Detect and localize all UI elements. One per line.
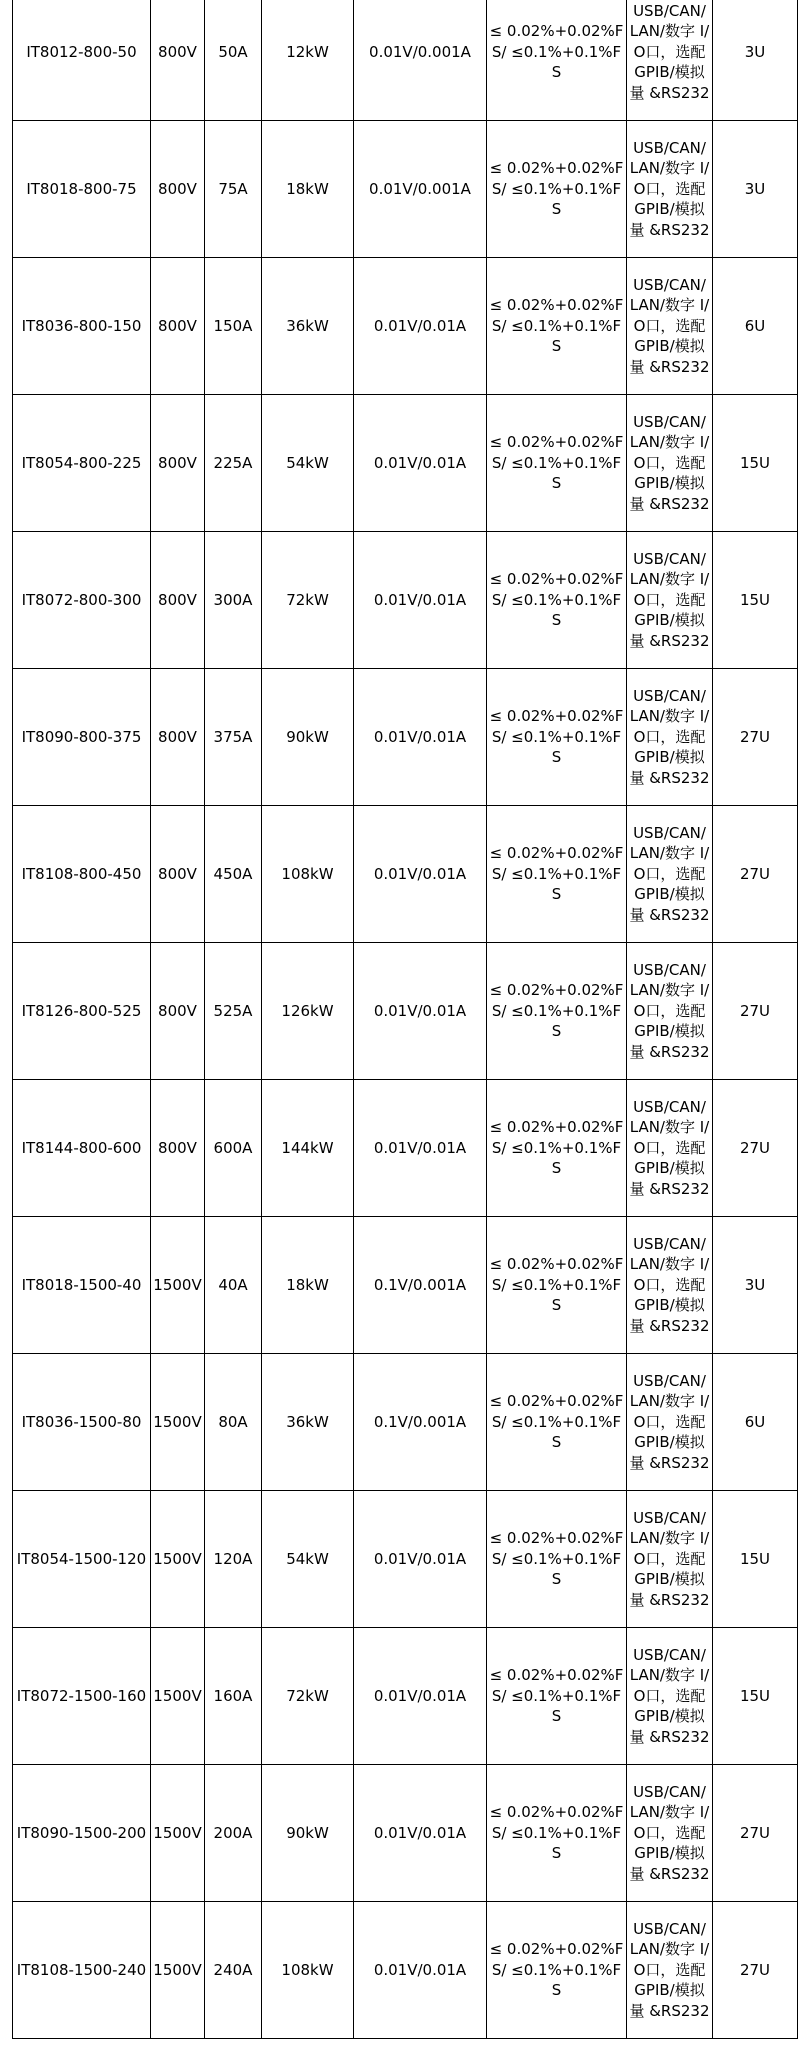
power-cell: 72kW xyxy=(262,1628,354,1765)
current-cell: 120A xyxy=(205,1491,262,1628)
resolution-cell: 0.01V/0.001A xyxy=(354,0,487,121)
interface-cell: USB/CAN/ LAN/数字 I/O口，选配GPIB/模拟量 &RS232 xyxy=(627,806,713,943)
resolution-cell: 0.01V/0.01A xyxy=(354,1628,487,1765)
voltage-cell: 1500V xyxy=(151,1217,205,1354)
model-cell: IT8012-800-50 xyxy=(13,0,151,121)
model-cell: IT8090-800-375 xyxy=(13,669,151,806)
resolution-cell: 0.1V/0.001A xyxy=(354,1217,487,1354)
resolution-cell: 0.01V/0.01A xyxy=(354,532,487,669)
resolution-cell: 0.01V/0.01A xyxy=(354,1080,487,1217)
interface-cell: USB/CAN/ LAN/数字 I/O口，选配GPIB/模拟量 &RS232 xyxy=(627,1080,713,1217)
voltage-cell: 800V xyxy=(151,0,205,121)
accuracy-cell: ≤ 0.02%+0.02%FS/ ≤0.1%+0.1%FS xyxy=(487,1765,627,1902)
size-cell: 3U xyxy=(713,0,798,121)
table-row xyxy=(13,1628,798,1765)
model-cell: IT8090-1500-200 xyxy=(13,1765,151,1902)
voltage-cell: 800V xyxy=(151,669,205,806)
power-cell: 54kW xyxy=(262,395,354,532)
current-cell: 150A xyxy=(205,258,262,395)
power-cell: 108kW xyxy=(262,806,354,943)
model-cell: IT8108-1500-240 xyxy=(13,1902,151,2039)
resolution-cell: 0.01V/0.01A xyxy=(354,669,487,806)
power-cell: 12kW xyxy=(262,0,354,121)
power-cell: 90kW xyxy=(262,1765,354,1902)
interface-cell: USB/CAN/ LAN/数字 I/O口，选配GPIB/模拟量 &RS232 xyxy=(627,258,713,395)
voltage-cell: 1500V xyxy=(151,1765,205,1902)
voltage-cell: 800V xyxy=(151,121,205,258)
size-cell: 15U xyxy=(713,1628,798,1765)
interface-cell: USB/CAN/ LAN/数字 I/O口，选配GPIB/模拟量 &RS232 xyxy=(627,1491,713,1628)
accuracy-cell: ≤ 0.02%+0.02%FS/ ≤0.1%+0.1%FS xyxy=(487,1080,627,1217)
current-cell: 75A xyxy=(205,121,262,258)
model-cell: IT8018-800-75 xyxy=(13,121,151,258)
power-cell: 72kW xyxy=(262,532,354,669)
accuracy-cell: ≤ 0.02%+0.02%FS/ ≤0.1%+0.1%FS xyxy=(487,806,627,943)
model-cell: IT8144-800-600 xyxy=(13,1080,151,1217)
voltage-cell: 1500V xyxy=(151,1902,205,2039)
voltage-cell: 800V xyxy=(151,532,205,669)
resolution-cell: 0.01V/0.001A xyxy=(354,121,487,258)
power-cell: 18kW xyxy=(262,121,354,258)
interface-cell: USB/CAN/ LAN/数字 I/O口，选配GPIB/模拟量 &RS232 xyxy=(627,669,713,806)
interface-cell: USB/CAN/ LAN/数字 I/O口，选配GPIB/模拟量 &RS232 xyxy=(627,1354,713,1491)
voltage-cell: 1500V xyxy=(151,1491,205,1628)
model-cell: IT8054-1500-120 xyxy=(13,1491,151,1628)
voltage-cell: 800V xyxy=(151,1080,205,1217)
table-row xyxy=(13,669,798,806)
current-cell: 40A xyxy=(205,1217,262,1354)
model-cell: IT8036-1500-80 xyxy=(13,1354,151,1491)
accuracy-cell: ≤ 0.02%+0.02%FS/ ≤0.1%+0.1%FS xyxy=(487,1902,627,2039)
accuracy-cell: ≤ 0.02%+0.02%FS/ ≤0.1%+0.1%FS xyxy=(487,532,627,669)
table-row xyxy=(13,395,798,532)
power-cell: 54kW xyxy=(262,1491,354,1628)
accuracy-cell: ≤ 0.02%+0.02%FS/ ≤0.1%+0.1%FS xyxy=(487,258,627,395)
power-cell: 144kW xyxy=(262,1080,354,1217)
table-row xyxy=(13,532,798,669)
resolution-cell: 0.01V/0.01A xyxy=(354,943,487,1080)
voltage-cell: 1500V xyxy=(151,1354,205,1491)
size-cell: 27U xyxy=(713,943,798,1080)
resolution-cell: 0.01V/0.01A xyxy=(354,1765,487,1902)
spec-table-body xyxy=(13,0,798,2039)
size-cell: 27U xyxy=(713,1902,798,2039)
size-cell: 3U xyxy=(713,121,798,258)
size-cell: 27U xyxy=(713,1765,798,1902)
voltage-cell: 800V xyxy=(151,806,205,943)
voltage-cell: 800V xyxy=(151,258,205,395)
accuracy-cell: ≤ 0.02%+0.02%FS/ ≤0.1%+0.1%FS xyxy=(487,121,627,258)
size-cell: 15U xyxy=(713,395,798,532)
model-cell: IT8054-800-225 xyxy=(13,395,151,532)
resolution-cell: 0.01V/0.01A xyxy=(354,258,487,395)
interface-cell: USB/CAN/ LAN/数字 I/O口，选配GPIB/模拟量 &RS232 xyxy=(627,121,713,258)
table-row xyxy=(13,121,798,258)
resolution-cell: 0.01V/0.01A xyxy=(354,806,487,943)
model-cell: IT8036-800-150 xyxy=(13,258,151,395)
accuracy-cell: ≤ 0.02%+0.02%FS/ ≤0.1%+0.1%FS xyxy=(487,1628,627,1765)
interface-cell: USB/CAN/ LAN/数字 I/O口，选配GPIB/模拟量 &RS232 xyxy=(627,943,713,1080)
size-cell: 15U xyxy=(713,1491,798,1628)
resolution-cell: 0.01V/0.01A xyxy=(354,395,487,532)
accuracy-cell: ≤ 0.02%+0.02%FS/ ≤0.1%+0.1%FS xyxy=(487,669,627,806)
interface-cell: USB/CAN/ LAN/数字 I/O口，选配GPIB/模拟量 &RS232 xyxy=(627,1628,713,1765)
current-cell: 240A xyxy=(205,1902,262,2039)
accuracy-cell: ≤ 0.02%+0.02%FS/ ≤0.1%+0.1%FS xyxy=(487,1354,627,1491)
table-row xyxy=(13,806,798,943)
table-row xyxy=(13,1902,798,2039)
model-cell: IT8126-800-525 xyxy=(13,943,151,1080)
spec-table-container xyxy=(12,0,797,2039)
accuracy-cell: ≤ 0.02%+0.02%FS/ ≤0.1%+0.1%FS xyxy=(487,943,627,1080)
table-row xyxy=(13,0,798,121)
current-cell: 600A xyxy=(205,1080,262,1217)
size-cell: 3U xyxy=(713,1217,798,1354)
accuracy-cell: ≤ 0.02%+0.02%FS/ ≤0.1%+0.1%FS xyxy=(487,1217,627,1354)
table-row xyxy=(13,1765,798,1902)
table-row xyxy=(13,1217,798,1354)
accuracy-cell: ≤ 0.02%+0.02%FS/ ≤0.1%+0.1%FS xyxy=(487,0,627,121)
interface-cell: USB/CAN/ LAN/数字 I/O口，选配GPIB/模拟量 &RS232 xyxy=(627,395,713,532)
current-cell: 50A xyxy=(205,0,262,121)
current-cell: 375A xyxy=(205,669,262,806)
size-cell: 15U xyxy=(713,532,798,669)
accuracy-cell: ≤ 0.02%+0.02%FS/ ≤0.1%+0.1%FS xyxy=(487,395,627,532)
power-cell: 36kW xyxy=(262,1354,354,1491)
model-cell: IT8072-1500-160 xyxy=(13,1628,151,1765)
interface-cell: USB/CAN/ LAN/数字 I/O口，选配GPIB/模拟量 &RS232 xyxy=(627,1902,713,2039)
current-cell: 300A xyxy=(205,532,262,669)
size-cell: 6U xyxy=(713,258,798,395)
resolution-cell: 0.1V/0.001A xyxy=(354,1354,487,1491)
size-cell: 6U xyxy=(713,1354,798,1491)
table-row xyxy=(13,943,798,1080)
size-cell: 27U xyxy=(713,669,798,806)
interface-cell: USB/CAN/ LAN/数字 I/O口，选配GPIB/模拟量 &RS232 xyxy=(627,1217,713,1354)
voltage-cell: 1500V xyxy=(151,1628,205,1765)
current-cell: 525A xyxy=(205,943,262,1080)
power-cell: 90kW xyxy=(262,669,354,806)
table-row xyxy=(13,1354,798,1491)
current-cell: 200A xyxy=(205,1765,262,1902)
interface-cell: USB/CAN/ LAN/数字 I/O口，选配GPIB/模拟量 &RS232 xyxy=(627,1765,713,1902)
current-cell: 225A xyxy=(205,395,262,532)
table-row xyxy=(13,258,798,395)
power-cell: 18kW xyxy=(262,1217,354,1354)
current-cell: 160A xyxy=(205,1628,262,1765)
size-cell: 27U xyxy=(713,806,798,943)
voltage-cell: 800V xyxy=(151,395,205,532)
model-cell: IT8108-800-450 xyxy=(13,806,151,943)
power-cell: 126kW xyxy=(262,943,354,1080)
resolution-cell: 0.01V/0.01A xyxy=(354,1491,487,1628)
voltage-cell: 800V xyxy=(151,943,205,1080)
spec-table xyxy=(12,0,798,2039)
model-cell: IT8072-800-300 xyxy=(13,532,151,669)
model-cell: IT8018-1500-40 xyxy=(13,1217,151,1354)
table-row xyxy=(13,1491,798,1628)
current-cell: 450A xyxy=(205,806,262,943)
current-cell: 80A xyxy=(205,1354,262,1491)
resolution-cell: 0.01V/0.01A xyxy=(354,1902,487,2039)
accuracy-cell: ≤ 0.02%+0.02%FS/ ≤0.1%+0.1%FS xyxy=(487,1491,627,1628)
power-cell: 36kW xyxy=(262,258,354,395)
interface-cell: USB/CAN/ LAN/数字 I/O口，选配GPIB/模拟量 &RS232 xyxy=(627,0,713,121)
interface-cell: USB/CAN/ LAN/数字 I/O口，选配GPIB/模拟量 &RS232 xyxy=(627,532,713,669)
size-cell: 27U xyxy=(713,1080,798,1217)
table-row xyxy=(13,1080,798,1217)
power-cell: 108kW xyxy=(262,1902,354,2039)
